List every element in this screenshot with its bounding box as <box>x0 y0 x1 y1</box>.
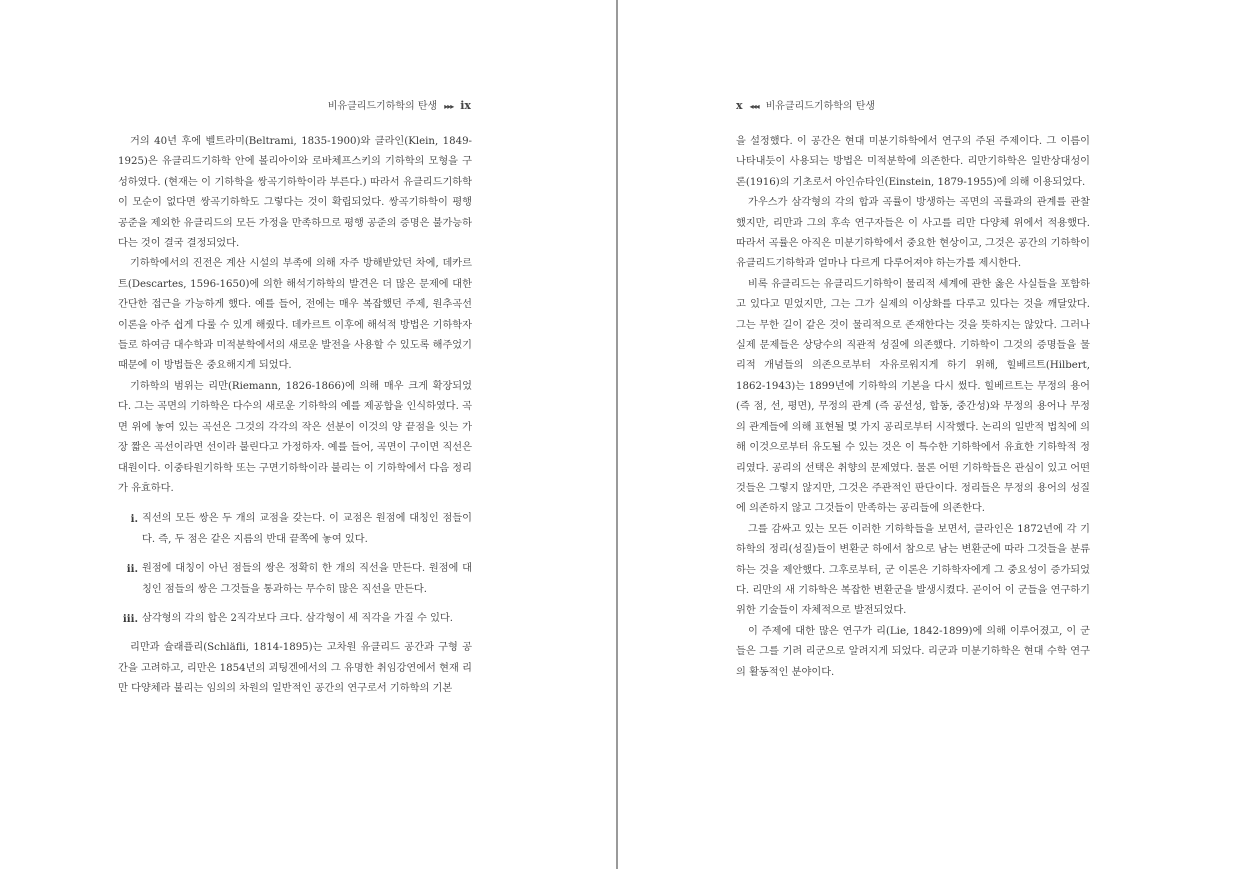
paragraph: 기하학에서의 진전은 계산 시설의 부족에 의해 자주 방해받았던 차에, 데카르트(Descartes, 1596-1650)에 의한 해석기하학의 발견은 더 많은 문제에 대한 간단한 접근을 가능하게 했다. 예를 들어, 전에는 매우 복잡했던 주제, 원추곡선이론을 아주 쉽게 다룰 수 있게 해줬다. 데카르트 이후에 해석적 방법은 기하학자들로 하여금 대수학과 미적분학에서의 새로운 발전을 사용할 수 있도록 해주었기 때문에 이 방법들은 중요해지게 되었다. <box>118 258 472 372</box>
paragraph: 거의 40년 후에 벨트라미(Beltrami, 1835-1900)와 클라인(Klein, 1849-1925)은 유클리드기하학 안에 볼리아이와 로바체프스키의 기하학의 모형을 구성하였다. (현재는 이 기하학을 쌍곡기하학이라 부른다.) 따라서 유클리드기하학이 모순이 없다면 쌍곡기하학도 그렇다는 것이 확립되었다. 쌍곡기하학이 평행 공준을 제외한 유클리드의 모든 가정을 만족하므로 평행 공준의 증명은 불가능하다는 것이 결국 결정되었다. <box>118 136 472 250</box>
paragraph: 비록 유클리드는 유클리드기하학이 물리적 세계에 관한 옳은 사실들을 포함하고 있다고 믿었지만, 그는 그가 실제의 이상화를 다루고 있다는 것을 깨달았다. 그는 무한 길이 같은 것이 물리적으로 존재한다는 것을 뜻하지는 않았다. 그러나 실제 문제들은 상당수의 직관적 성질에 의존했다. 기하학이 그것의 증명들을 물리적 개념들의 의존으로부터 자유로워지게 하기 위해, 힐베르트(Hilbert, 1862-1943)는 1899년에 기하학의 기본을 다시 썼다. 힐베르트는 무정의 용어(즉 점, 선, 평면), 무정의 관계 (즉 공선성, 합동, 중간성)와 무정의 용어나 무정의 관계들에 의해 표현될 몇 가지 공리로부터 시작했다. 논리의 일반적 법칙에 의해 이것으로부터 유도될 수 있는 것은 이 특수한 기하학에서 유효한 기하학적 정리였다. 공리의 선택은 취향의 문제였다. 물론 어떤 기하학들은 관심이 있고 어떤 것들은 그렇지 않지만, 그것은 주관적인 판단이다. 정리들은 무정의 용어의 성질에 의존하지 않고 그것들이 만족하는 공리들에 의존한다. <box>736 278 1090 515</box>
list-marker: i. <box>130 513 138 526</box>
list-item <box>118 609 472 629</box>
paragraph: 가우스가 삼각형의 각의 합과 곡률이 방생하는 곡면의 곡률과의 관계를 관찰했지만, 리만과 그의 후속 연구자들은 이 사고를 리만 다양체 위에서 적용했다. 따라서 곡률은 아직은 미분기하학에서 중요한 현상이고, 그것은 공간의 기하학이 유클리드기하학과 얼마나 다르게 다루어져야 하는가를 제시한다. <box>736 197 1090 270</box>
left-page-number: ix <box>460 99 471 112</box>
right-page <box>618 0 1233 869</box>
list-item <box>118 509 472 550</box>
right-page-number: x <box>736 99 743 112</box>
paragraph: 리만과 슐래플리(Schläfli, 1814-1895)는 고차원 유클리드 공간과 구형 공간을 고려하고, 리만은 1854년의 괴팅겐에서의 그 유명한 취임강연에서 현재 리만 다양체라 불리는 임의의 차원의 일반적인 공간의 연구로서 기하학의 기본 <box>118 642 472 695</box>
left-page <box>0 0 616 869</box>
right-header-title: 비유클리드기하학의 탄생 <box>765 101 876 112</box>
list-marker: ii. <box>126 563 138 576</box>
paragraph: 이 주제에 대한 많은 연구가 리(Lie, 1842-1899)에 의해 이루어졌고, 이 군들은 그를 기려 리군으로 알려지게 되었다. 리군과 미분기하학은 현대 수학 연구의 활동적인 분야이다. <box>736 625 1090 678</box>
left-header-title: 비유클리드기하학의 탄생 <box>327 101 438 112</box>
list-item <box>118 559 472 600</box>
paragraph: 기하학의 범위는 리만(Riemann, 1826-1866)에 의해 매우 크게 확장되었다. 그는 곡면의 기하학은 다수의 새로운 기하학의 예를 제공함을 인식하였다. 곡면 위에 놓여 있는 곡선은 그것의 각각의 작은 선분이 이것의 양 끝점을 잇는 가장 짧은 곡선이라면 선이라 불린다고 가정하자. 예를 들어, 곡면이 구이면 직선은 대원이다. 이중타원기하학 또는 구면기하학이라 불리는 이 기하학에서 다음 정리가 유효하다. <box>118 380 472 494</box>
left-body-text <box>118 132 472 700</box>
list-item-text: 원점에 대칭이 아닌 점들의 쌍은 정확히 한 개의 직선을 만든다. 원점에 대칭인 점들의 쌍은 그것들을 통과하는 무수히 많은 직선을 만든다. <box>142 563 472 595</box>
paragraph: 그를 감싸고 있는 모든 이러한 기하학들을 보면서, 클라인은 1872년에 각 기하학의 정리(성질)들이 변환군 하에서 참으로 남는 변환군에 따라 그것들을 분류하는 것을 제안했다. 그후로부터, 군 이론은 기하학자에게 그 중요성이 증가되었다. 리만의 새 기하학은 복잡한 변환군을 발생시켰다. 곧이어 이 군들을 연구하기 위한 기술들이 자체적으로 발전되었다. <box>736 523 1090 617</box>
list-item-text: 직선의 모든 쌍은 두 개의 교점을 갖는다. 이 교점은 원점에 대칭인 점들이다. 즉, 두 점은 같은 지름의 반대 끝쪽에 놓여 있다. <box>142 513 472 545</box>
left-running-head <box>328 97 471 112</box>
left-arrows-icon: ◂◂◂ <box>749 102 759 111</box>
list-item-text: 삼각형의 각의 합은 2직각보다 크다. 삼각형이 세 직각을 가질 수 있다. <box>142 612 454 624</box>
paragraph: 을 설정했다. 이 공간은 현대 미분기하학에서 연구의 주된 주제이다. 그 이름이 나타내듯이 사용되는 방법은 미적분학에 의존한다. 리만기하학은 일반상대성이론(1916)의 기초로서 아인슈타인(Einstein, 1879-1955)에 의해 이용되었다. <box>736 136 1090 188</box>
right-running-head <box>736 97 875 112</box>
theorem-list <box>118 509 472 629</box>
right-body-text <box>736 132 1090 683</box>
right-arrows-icon: ▸▸▸ <box>444 102 454 111</box>
list-marker: iii. <box>122 612 138 625</box>
